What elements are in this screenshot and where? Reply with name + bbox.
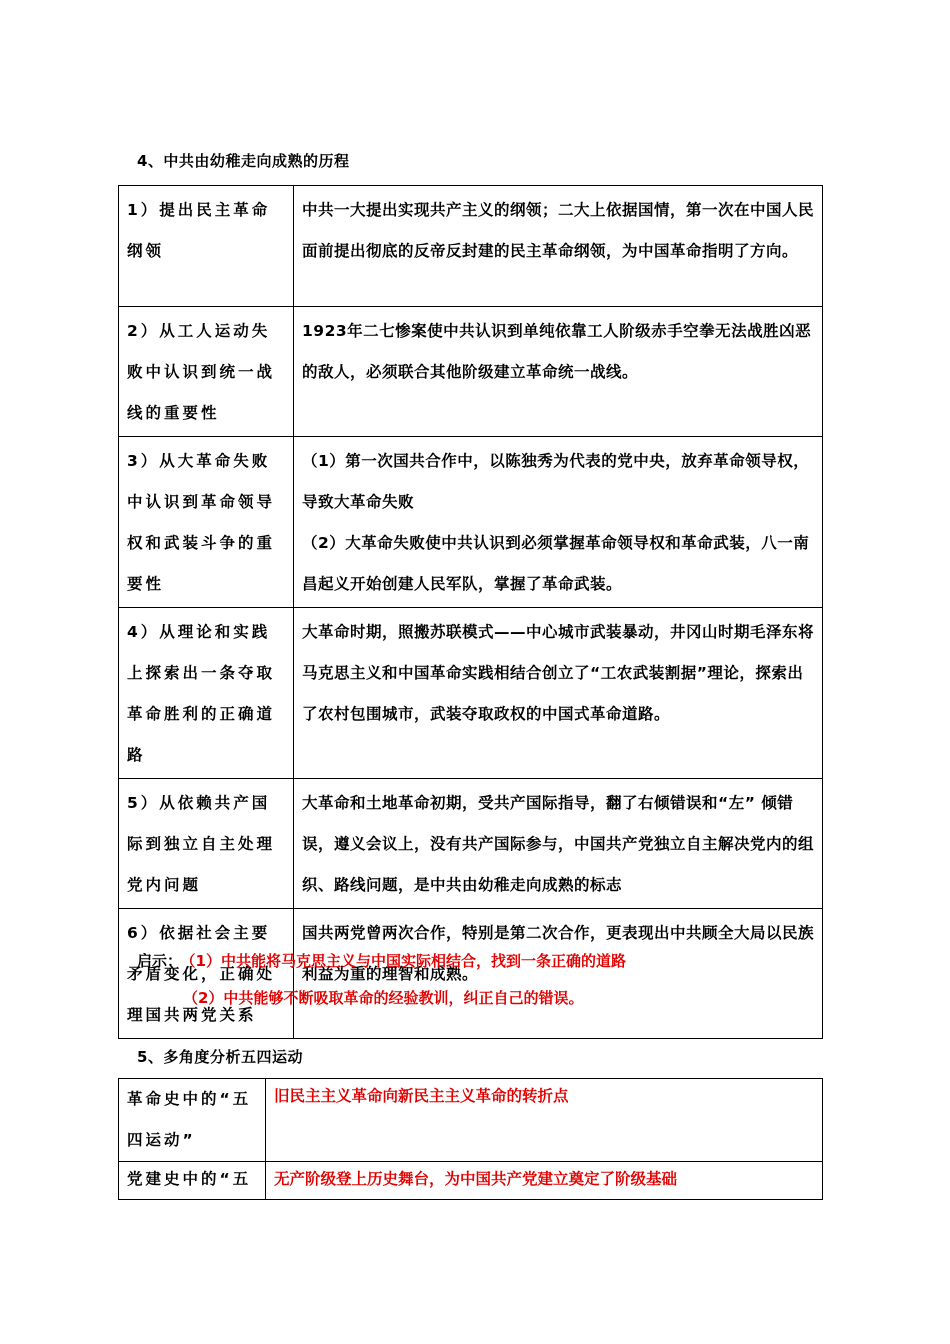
table-row xyxy=(119,437,823,608)
row-label: 2）从工人运动失败中认识到统一战线的重要性 xyxy=(119,307,294,437)
row-content xyxy=(294,437,823,608)
table-row xyxy=(119,909,823,1039)
maturity-history-table xyxy=(118,185,823,1039)
row-content: 国共两党曾两次合作，特别是第二次合作，更表现出中共顾全大局以民族利益为重的理智和成熟。 xyxy=(294,909,823,1039)
row-label: 6）依据社会主要矛盾变化，正确处理国共两党关系 xyxy=(119,909,294,1039)
row-label: 4）从理论和实践上探索出一条夺取革命胜利的正确道路 xyxy=(119,608,294,779)
row-label: 革命史中的“五四运动” xyxy=(119,1079,266,1162)
row-label: 5）从依赖共产国际到独立自主处理党内问题 xyxy=(119,779,294,909)
row-content-part-2: （2）大革命失败使中共认识到必须掌握革命领导权和革命武装，八一南昌起义开始创建人民军队，掌握了革命武装。 xyxy=(302,534,810,593)
row-content: 大革命和土地革命初期，受共产国际指导，翻了右倾错误和“左” 倾错误，遵义会议上，没有共产国际参与，中国共产党独立自主解决党内的组织、路线问题，是中共由幼稚走向成熟的标志 xyxy=(294,779,823,909)
table-row xyxy=(119,779,823,909)
section-4-title: 4、中共由幼稚走向成熟的历程 xyxy=(137,152,350,170)
row-label: 党建史中的“五 xyxy=(119,1162,266,1200)
row-content: 大革命时期，照搬苏联模式——中心城市武装暴动，井冈山时期毛泽东将马克思主义和中国革命实践相结合创立了“工农武装割据”理论，探索出了农村包围城市，武装夺取政权的中国式革命道路。 xyxy=(294,608,823,779)
row-label: 1）提出民主革命纲领 xyxy=(119,186,294,307)
row-content: 旧民主主义革命向新民主主义革命的转折点 xyxy=(266,1079,823,1162)
table-row xyxy=(119,608,823,779)
table-row xyxy=(119,1079,823,1162)
insight-point-2: （2）中共能够不断吸取革命的经验教训，纠正自己的错误。 xyxy=(183,989,584,1007)
may-fourth-table xyxy=(118,1078,823,1200)
insights-line-1 xyxy=(137,950,626,971)
row-content: 无产阶级登上历史舞台，为中国共产党建立奠定了阶级基础 xyxy=(266,1162,823,1200)
table-row xyxy=(119,1162,823,1200)
table-row xyxy=(119,186,823,307)
insights-label: 启示： xyxy=(137,952,183,970)
row-content: 1923年二七惨案使中共认识到单纯依靠工人阶级赤手空拳无法战胜凶恶的敌人，必须联合其他阶级建立革命统一战线。 xyxy=(294,307,823,437)
section-5-title: 5、多角度分析五四运动 xyxy=(137,1048,303,1066)
row-content-part-1: （1）第一次国共合作中，以陈独秀为代表的党中央，放弃革命领导权，导致大革命失败 xyxy=(302,452,810,511)
table-row xyxy=(119,307,823,437)
insight-point-1: （1）中共能将马克思主义与中国实际相结合，找到一条正确的道路 xyxy=(188,952,626,970)
row-label: 3）从大革命失败中认识到革命领导权和武装斗争的重要性 xyxy=(119,437,294,608)
row-content: 中共一大提出实现共产主义的纲领；二大上依据国情，第一次在中国人民面前提出彻底的反帝反封建的民主革命纲领，为中国革命指明了方向。 xyxy=(294,186,823,307)
